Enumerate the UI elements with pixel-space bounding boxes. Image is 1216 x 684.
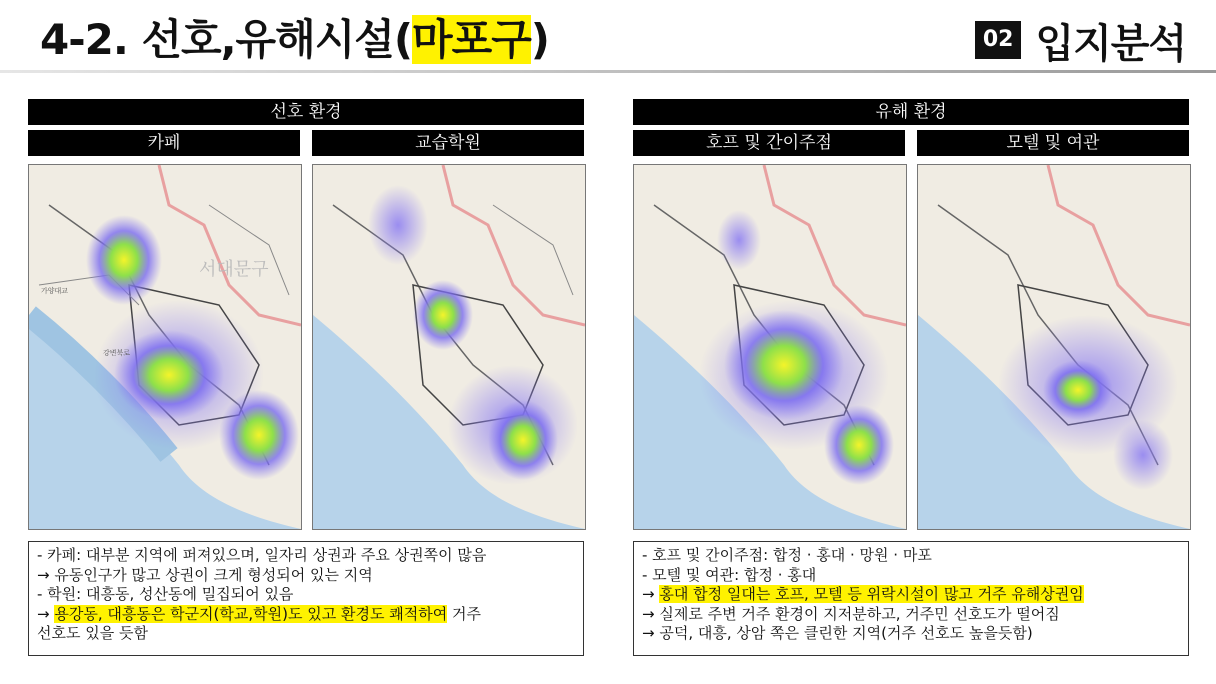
map-motel-image [918,165,1190,529]
left-note-2: → 유동인구가 많고 상권이 크게 형성되어 있는 지역 [37,565,373,584]
section-header [975,8,1186,72]
map-motel [917,164,1191,530]
left-note-highlight: 용강동, 대흥동은 학군지(학교,학원)도 있고 환경도 쾌적하여 [54,604,448,623]
right-note-2: - 모텔 및 여관: 합정 · 홍대 [642,565,817,584]
left-panel-2-title: 교습학원 [312,130,584,156]
left-note-4: → 용강동, 대흥동은 학군지(학교,학원)도 있고 환경도 쾌적하여 거주 [37,604,481,623]
left-group-title: 선호 환경 [28,99,584,125]
map-cafe [28,164,302,530]
title-highlight: 마포구 [412,15,531,64]
right-note-1: - 호프 및 간이주점: 합정 · 홍대 · 망원 · 마포 [642,546,932,564]
map-academy [312,164,586,530]
right-panel-1-title: 호프 및 간이주점 [633,130,905,156]
right-note-4: → 실제로 주변 거주 환경이 지저분하고, 거주민 선호도가 떨어짐 [642,604,1060,623]
right-note-5: → 공덕, 대흥, 상암 쪽은 클린한 지역(거주 선호도 높을듯함) [642,624,1033,642]
left-panel-1-title: 카페 [28,130,300,156]
page-title: 4-2. 선호,유해시설(마포구) [40,15,549,64]
left-note-5: 선호도 있을 듯함 [37,624,148,642]
map-pub-image [634,165,906,529]
right-group-title: 유해 환경 [633,99,1189,125]
map-bridge-label: 가양대교 [41,287,69,295]
map-district-label: 서대문구 [199,259,269,280]
left-notes [28,541,584,656]
right-note-highlight: 홍대 합정 일대는 호프, 모텔 등 위락시설이 많고 거주 유해상권임 [659,585,1084,603]
map-road-label: 강변북로 [103,349,131,357]
map-pub [633,164,907,530]
left-note-1: - 카페: 대부분 지역에 퍼져있으며, 일자리 상권과 주요 상권쪽이 많음 [37,546,487,564]
map-academy-image [313,165,585,529]
right-panel-2-title: 모텔 및 여관 [917,130,1189,156]
section-number-badge: 02 [975,21,1022,59]
section-title: 입지분석 [1035,20,1186,67]
left-note-3: - 학원: 대흥동, 성산동에 밀집되어 있음 [37,585,294,603]
right-notes [633,541,1189,656]
header-divider [0,70,1216,73]
right-note-3: → 홍대 합정 일대는 호프, 모텔 등 위락시설이 많고 거주 유해상권임 [642,585,1084,603]
map-cafe-image [29,165,301,529]
